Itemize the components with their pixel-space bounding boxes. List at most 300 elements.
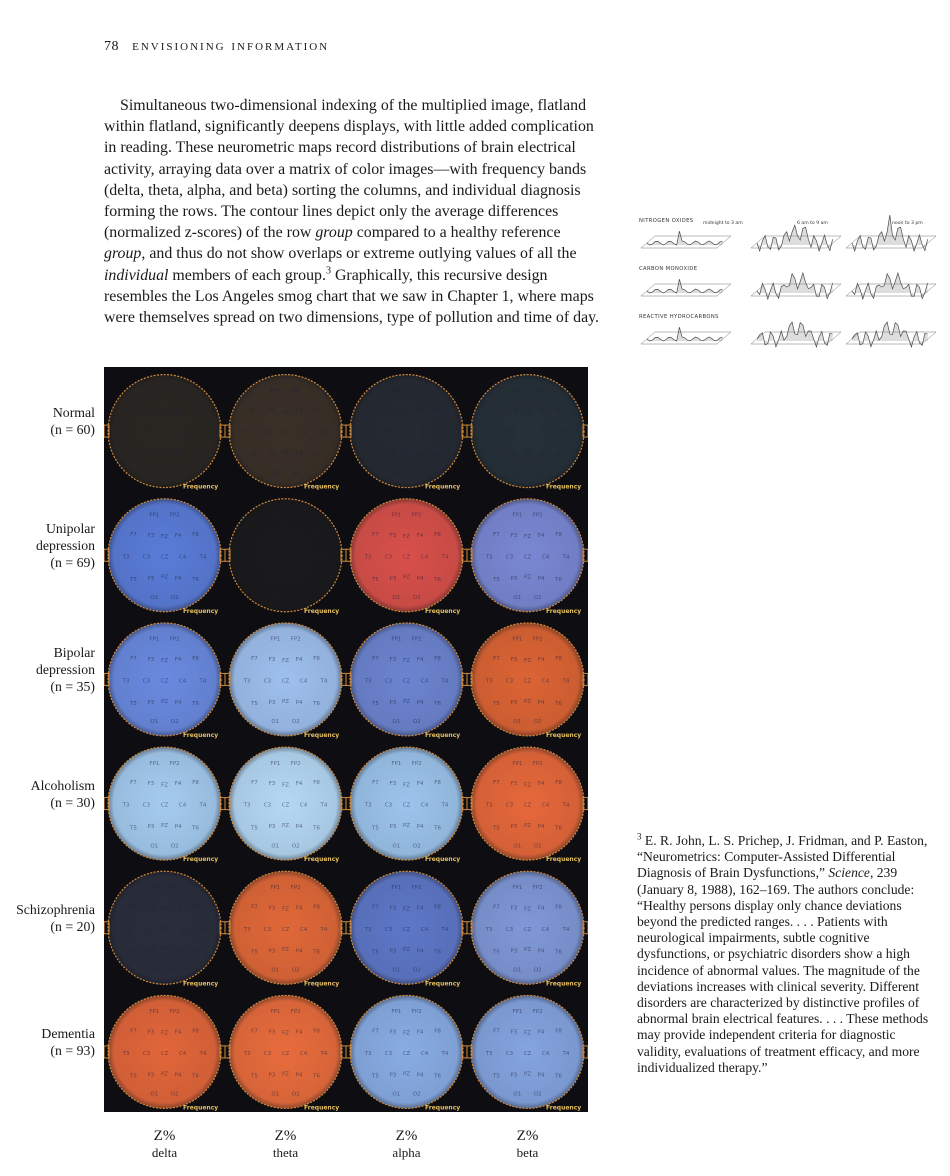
electrode-label: FZ <box>161 782 168 789</box>
electrode-label: T3 <box>243 430 251 437</box>
electrode-label: F3 <box>268 408 276 415</box>
electrode-label: C3 <box>384 678 393 685</box>
electrode-label: T3 <box>364 430 372 437</box>
electrode-label: CZ <box>402 802 411 809</box>
electrode-label: C4 <box>299 926 308 933</box>
electrode-label: T5 <box>371 1073 379 1080</box>
electrode-label: T3 <box>485 430 493 437</box>
electrode-label: T4 <box>320 678 328 685</box>
electrode-label: T4 <box>441 430 449 437</box>
column-label <box>115 1128 215 1161</box>
body-text-1: Simultaneous two-dimensional indexing of the multiplied image, flatland within flatland, significantly deepens displays, with little added complication in reading. These neurometric maps record distributions of brain electrical activity, arraying data over a matrix of color images—with frequency bands (delta, theta, alpha, and beta) sorting the columns, and individual diagnosis forming the rows. The contour lines depict only the average differences (normalized z-scores) of the row <box>104 97 594 242</box>
map-caption: Frequency <box>425 607 461 615</box>
electrode-label: F4 <box>295 408 303 415</box>
brain-map <box>104 499 225 615</box>
electrode-label: T5 <box>250 452 258 459</box>
electrode-label: P4 <box>416 948 424 955</box>
electrode-label: T3 <box>122 926 130 933</box>
electrode-label: F7 <box>130 655 137 662</box>
brain-map <box>346 623 467 739</box>
electrode-label: FP1 <box>270 1009 281 1016</box>
row-label-line: (n = 60) <box>50 422 95 438</box>
map-caption: Frequency <box>425 980 461 988</box>
electrode-label: T4 <box>320 1051 328 1058</box>
electrode-label: O1 <box>392 843 401 850</box>
electrode-label: T6 <box>434 949 442 956</box>
row-label-line: (n = 93) <box>50 1042 95 1058</box>
electrode-label: T5 <box>492 825 500 832</box>
electrode-label: T4 <box>562 926 570 933</box>
electrode-label: O2 <box>412 595 421 602</box>
electrode-label: F3 <box>389 532 397 539</box>
electrode-label: P4 <box>537 1072 545 1079</box>
electrode-label: F7 <box>251 531 258 538</box>
electrode-label: P4 <box>174 1072 182 1079</box>
electrode-label: T6 <box>313 825 321 832</box>
electrode-label: P3 <box>389 824 397 831</box>
electrode-label: C4 <box>178 1051 187 1058</box>
map-caption: Frequency <box>546 483 582 491</box>
row-label-line: (n = 35) <box>50 678 95 694</box>
electrode-label: O2 <box>291 967 300 974</box>
electrode-label: F3 <box>147 905 155 912</box>
electrode-label: CZ <box>281 1051 290 1058</box>
electrode-label: FZ <box>282 409 289 416</box>
electrode-label: CZ <box>523 1051 532 1058</box>
electrode-label: O2 <box>533 1091 542 1098</box>
electrode-label: C3 <box>505 430 514 437</box>
electrode-label: T5 <box>129 825 137 832</box>
electrode-label: PZ <box>160 450 169 457</box>
electrode-label: CZ <box>281 430 290 437</box>
body-emphasis-1: group <box>315 224 353 242</box>
electrode-label: T5 <box>129 701 137 708</box>
electrode-label: T3 <box>485 926 493 933</box>
electrode-label: T4 <box>562 554 570 561</box>
map-caption: Frequency <box>425 856 461 864</box>
electrode-label: T6 <box>555 949 563 956</box>
electrode-label: FP1 <box>512 636 523 643</box>
electrode-label: CZ <box>523 926 532 933</box>
electrode-label: F8 <box>313 531 320 538</box>
electrode-label: O1 <box>271 843 280 850</box>
electrode-label: P4 <box>295 575 303 582</box>
electrode-label: P4 <box>174 824 182 831</box>
electrode-label: O1 <box>513 470 522 477</box>
electrode-label: P3 <box>510 824 518 831</box>
electrode-label: F8 <box>434 1028 441 1035</box>
electrode-label: T6 <box>434 701 442 708</box>
electrode-label: FZ <box>161 534 168 541</box>
electrode-label: FP2 <box>411 512 422 519</box>
electrode-label: T6 <box>313 949 321 956</box>
electrode-label: C3 <box>263 926 272 933</box>
electrode-label: T6 <box>313 452 321 459</box>
brain-map <box>104 747 225 863</box>
electrode-label: F3 <box>147 1029 155 1036</box>
electrode-label: PZ <box>160 574 169 581</box>
electrode-label: C3 <box>263 1051 272 1058</box>
electrode-label: T5 <box>250 825 258 832</box>
electrode-label: C3 <box>142 678 151 685</box>
electrode-label: FP1 <box>149 388 160 395</box>
electrode-label: CZ <box>160 802 169 809</box>
electrode-label: T6 <box>192 576 200 583</box>
electrode-label: CZ <box>402 430 411 437</box>
electrode-label: FP2 <box>411 388 422 395</box>
electrode-label: O2 <box>170 470 179 477</box>
electrode-label: F7 <box>493 531 500 538</box>
smog-chart-thumbnail <box>637 212 937 362</box>
electrode-label: C3 <box>505 926 514 933</box>
electrode-label: FP2 <box>532 885 543 892</box>
map-caption: Frequency <box>425 731 461 739</box>
electrode-label: T3 <box>485 1051 493 1058</box>
electrode-label: F7 <box>372 1028 379 1035</box>
electrode-label: T3 <box>122 678 130 685</box>
electrode-label: FZ <box>524 534 531 541</box>
electrode-label: P4 <box>537 700 545 707</box>
row-label-line: Unipolar <box>45 520 95 536</box>
electrode-label: FP2 <box>411 636 422 643</box>
electrode-label: C4 <box>420 430 429 437</box>
smog-time-label: 6 am to 9 am <box>797 221 828 226</box>
electrode-label: CZ <box>281 678 290 685</box>
electrode-label: FZ <box>161 658 168 665</box>
electrode-label: C4 <box>420 1051 429 1058</box>
row-label <box>36 644 95 695</box>
electrode-label: C3 <box>142 926 151 933</box>
electrode-label: FP2 <box>169 760 180 767</box>
electrode-label: T6 <box>313 1073 321 1080</box>
electrode-label: FZ <box>403 906 410 913</box>
column-z-symbol: Z% <box>274 1128 297 1144</box>
electrode-label: O1 <box>271 1091 280 1098</box>
row-label-line: (n = 69) <box>50 554 95 570</box>
electrode-label: F8 <box>555 407 562 414</box>
electrode-label: F3 <box>147 408 155 415</box>
electrode-label: F4 <box>537 657 545 664</box>
electrode-label: F3 <box>389 657 397 664</box>
electrode-label: F7 <box>372 531 379 538</box>
electrode-label: FZ <box>161 1030 168 1037</box>
brain-map <box>346 375 467 491</box>
electrode-label: FP2 <box>169 1009 180 1016</box>
electrode-label: PZ <box>281 698 290 705</box>
smog-time-label: noon to 3 pm <box>892 221 923 226</box>
electrode-label: F3 <box>389 408 397 415</box>
electrode-label: FP1 <box>512 885 523 892</box>
electrode-label: PZ <box>402 947 411 954</box>
electrode-label: T6 <box>192 452 200 459</box>
electrode-label: F8 <box>313 407 320 414</box>
electrode-label: P3 <box>510 700 518 707</box>
smog-time-label: midnight to 3 am <box>703 221 743 226</box>
electrode-label: FZ <box>403 1030 410 1037</box>
electrode-label: CZ <box>402 678 411 685</box>
electrode-label: T5 <box>129 576 137 583</box>
electrode-label: F3 <box>389 1029 397 1036</box>
electrode-label: F8 <box>434 655 441 662</box>
electrode-label: C3 <box>505 554 514 561</box>
map-caption: Frequency <box>304 1104 340 1112</box>
electrode-label: O1 <box>150 719 159 726</box>
electrode-label: P4 <box>416 575 424 582</box>
electrode-label: P3 <box>268 575 276 582</box>
electrode-label: C4 <box>299 802 308 809</box>
electrode-label: P3 <box>268 700 276 707</box>
electrode-label: P4 <box>174 700 182 707</box>
row-label-line: Bipolar <box>53 644 95 660</box>
electrode-label: F3 <box>510 657 518 664</box>
body-emphasis-3: individual <box>104 266 169 284</box>
electrode-label: FP2 <box>411 885 422 892</box>
electrode-label: O1 <box>392 470 401 477</box>
electrode-label: C3 <box>263 802 272 809</box>
electrode-label: F3 <box>147 781 155 788</box>
electrode-label: P3 <box>389 700 397 707</box>
brain-map <box>467 747 588 863</box>
electrode-label: PZ <box>402 698 411 705</box>
electrode-label: T5 <box>492 701 500 708</box>
smog-map <box>846 322 936 347</box>
electrode-label: C4 <box>541 554 550 561</box>
electrode-label: CZ <box>281 926 290 933</box>
electrode-label: F3 <box>510 781 518 788</box>
electrode-label: FP1 <box>149 1009 160 1016</box>
electrode-label: O1 <box>392 719 401 726</box>
electrode-label: C4 <box>420 802 429 809</box>
electrode-label: O2 <box>533 843 542 850</box>
map-caption: Frequency <box>304 483 340 491</box>
electrode-label: F4 <box>295 781 303 788</box>
electrode-label: O2 <box>412 967 421 974</box>
electrode-label: F3 <box>268 781 276 788</box>
brain-map <box>225 995 346 1111</box>
electrode-label: C4 <box>541 430 550 437</box>
brain-map <box>225 871 346 987</box>
electrode-label: O2 <box>533 595 542 602</box>
electrode-label: O2 <box>291 470 300 477</box>
electrode-label: T3 <box>364 802 372 809</box>
electrode-label: O1 <box>271 967 280 974</box>
electrode-label: F4 <box>416 905 424 912</box>
page-number: 78 <box>104 39 119 54</box>
electrode-label: O2 <box>533 719 542 726</box>
footnote-text-2: , 239 (January 8, 1988), 162–169. The authors conclude: “Healthy persons display only chance deviations beyond the predicted ranges. . . . Patients with neurological impairments, subtle cognitive dysfunctions, or psychiatric disorders show a high incidence of abnormal values. The magnitude of the deviations increases with clinical severity. Different disorders are characterized by distinctive profiles of abnormal brain electrical features. . . . These methods may provide independent criteria for diagnostic validity, evaluations of treatment efficacy, and more individualized therapy.” <box>637 865 929 1075</box>
electrode-label: P3 <box>147 575 155 582</box>
electrode-label: F8 <box>192 904 199 911</box>
electrode-label: P4 <box>537 948 545 955</box>
electrode-label: C4 <box>299 554 308 561</box>
electrode-label: T4 <box>441 678 449 685</box>
electrode-label: C4 <box>541 802 550 809</box>
electrode-label: C4 <box>299 1051 308 1058</box>
electrode-label: C3 <box>505 1051 514 1058</box>
column-band: delta <box>151 1145 178 1160</box>
map-caption: Frequency <box>546 856 582 864</box>
electrode-label: F8 <box>555 1028 562 1035</box>
electrode-label: T4 <box>562 802 570 809</box>
map-caption: Frequency <box>304 607 340 615</box>
electrode-label: T4 <box>199 926 207 933</box>
column-z-symbol: Z% <box>395 1128 418 1144</box>
electrode-label: F8 <box>192 655 199 662</box>
footnote-ref[interactable]: 3 <box>325 265 331 277</box>
brain-map <box>467 871 588 987</box>
electrode-label: O1 <box>271 595 280 602</box>
electrode-label: C4 <box>178 554 187 561</box>
electrode-label: F8 <box>555 780 562 787</box>
electrode-label: FP1 <box>149 760 160 767</box>
electrode-label: T6 <box>313 701 321 708</box>
electrode-label: O2 <box>170 719 179 726</box>
electrode-label: FZ <box>403 534 410 541</box>
brain-map <box>467 623 588 739</box>
electrode-label: FP1 <box>391 760 402 767</box>
electrode-label: F4 <box>174 905 182 912</box>
electrode-label: F7 <box>493 904 500 911</box>
electrode-label: FZ <box>524 1030 531 1037</box>
electrode-label: FP1 <box>391 1009 402 1016</box>
row-label-line: (n = 20) <box>50 918 95 934</box>
electrode-label: FP2 <box>169 388 180 395</box>
smog-chart-svg <box>637 212 937 362</box>
column-label <box>357 1128 457 1161</box>
electrode-label: T3 <box>122 554 130 561</box>
electrode-label: PZ <box>523 450 532 457</box>
electrode-label: T5 <box>492 949 500 956</box>
electrode-label: F8 <box>313 655 320 662</box>
electrode-label: PZ <box>160 698 169 705</box>
electrode-label: F8 <box>555 904 562 911</box>
electrode-label: FP1 <box>391 512 402 519</box>
electrode-label: CZ <box>523 554 532 561</box>
electrode-label: T3 <box>364 678 372 685</box>
electrode-label: FZ <box>282 534 289 541</box>
electrode-label: FP1 <box>391 636 402 643</box>
electrode-label: P3 <box>510 1072 518 1079</box>
electrode-label: F4 <box>174 781 182 788</box>
electrode-label: F3 <box>389 905 397 912</box>
electrode-label: F8 <box>555 655 562 662</box>
electrode-label: CZ <box>281 802 290 809</box>
electrode-label: T4 <box>320 802 328 809</box>
electrode-label: C4 <box>541 678 550 685</box>
electrode-label: FP1 <box>512 388 523 395</box>
electrode-label: F4 <box>416 1029 424 1036</box>
electrode-label: PZ <box>402 574 411 581</box>
electrode-label: F7 <box>130 904 137 911</box>
smog-map <box>751 322 841 347</box>
electrode-label: CZ <box>160 430 169 437</box>
electrode-label: T6 <box>192 701 200 708</box>
electrode-label: T5 <box>371 452 379 459</box>
electrode-label: F4 <box>537 532 545 539</box>
electrode-label: FP2 <box>169 512 180 519</box>
electrode-label: FP2 <box>290 636 301 643</box>
electrode-label: C3 <box>263 430 272 437</box>
electrode-label: P4 <box>537 575 545 582</box>
electrode-label: FZ <box>282 658 289 665</box>
electrode-label: F7 <box>251 407 258 414</box>
map-caption: Frequency <box>546 731 582 739</box>
electrode-label: C3 <box>142 430 151 437</box>
electrode-label: P3 <box>389 451 397 458</box>
electrode-label: C3 <box>384 430 393 437</box>
electrode-label: FZ <box>524 409 531 416</box>
electrode-label: P4 <box>416 451 424 458</box>
electrode-label: O2 <box>291 595 300 602</box>
electrode-label: FP2 <box>290 512 301 519</box>
electrode-label: F7 <box>251 780 258 787</box>
electrode-label: O1 <box>150 967 159 974</box>
electrode-label: F7 <box>493 655 500 662</box>
electrode-label: FZ <box>524 906 531 913</box>
electrode-label: O1 <box>150 1091 159 1098</box>
electrode-label: P3 <box>268 948 276 955</box>
electrode-label: F3 <box>510 532 518 539</box>
electrode-label: C3 <box>142 554 151 561</box>
map-caption: Frequency <box>546 1104 582 1112</box>
map-caption: Frequency <box>183 607 219 615</box>
electrode-label: O1 <box>150 843 159 850</box>
electrode-label: O1 <box>513 843 522 850</box>
electrode-label: F4 <box>416 657 424 664</box>
electrode-label: FP1 <box>270 636 281 643</box>
electrode-label: FP1 <box>512 760 523 767</box>
electrode-label: PZ <box>160 947 169 954</box>
electrode-label: T3 <box>243 802 251 809</box>
column-z-symbol: Z% <box>153 1128 176 1144</box>
electrode-label: T3 <box>243 678 251 685</box>
electrode-label: T3 <box>364 554 372 561</box>
electrode-label: P3 <box>268 824 276 831</box>
electrode-label: T4 <box>320 926 328 933</box>
electrode-label: P3 <box>147 700 155 707</box>
electrode-label: F7 <box>493 780 500 787</box>
electrode-label: O2 <box>533 470 542 477</box>
electrode-label: F4 <box>295 1029 303 1036</box>
electrode-label: PZ <box>281 947 290 954</box>
electrode-label: PZ <box>523 698 532 705</box>
electrode-label: T3 <box>364 926 372 933</box>
electrode-label: C4 <box>178 926 187 933</box>
electrode-label: P4 <box>537 451 545 458</box>
electrode-label: P4 <box>295 700 303 707</box>
electrode-label: F7 <box>130 407 137 414</box>
electrode-label: P4 <box>537 824 545 831</box>
electrode-label: P3 <box>147 451 155 458</box>
electrode-label: PZ <box>281 450 290 457</box>
book-title: envisioning information <box>132 38 330 54</box>
electrode-label: O1 <box>513 595 522 602</box>
electrode-label: T5 <box>492 452 500 459</box>
row-label-line: Dementia <box>41 1025 95 1041</box>
brain-map <box>346 871 467 987</box>
electrode-label: F4 <box>537 1029 545 1036</box>
row-label <box>41 1025 95 1059</box>
electrode-label: F8 <box>192 1028 199 1035</box>
electrode-label: FP2 <box>290 388 301 395</box>
electrode-label: T4 <box>441 1051 449 1058</box>
map-caption: Frequency <box>183 856 219 864</box>
body-paragraph <box>104 95 604 328</box>
row-label-line: Alcoholism <box>30 777 95 793</box>
electrode-label: P3 <box>389 948 397 955</box>
electrode-label: O2 <box>170 1091 179 1098</box>
brain-map <box>346 995 467 1111</box>
